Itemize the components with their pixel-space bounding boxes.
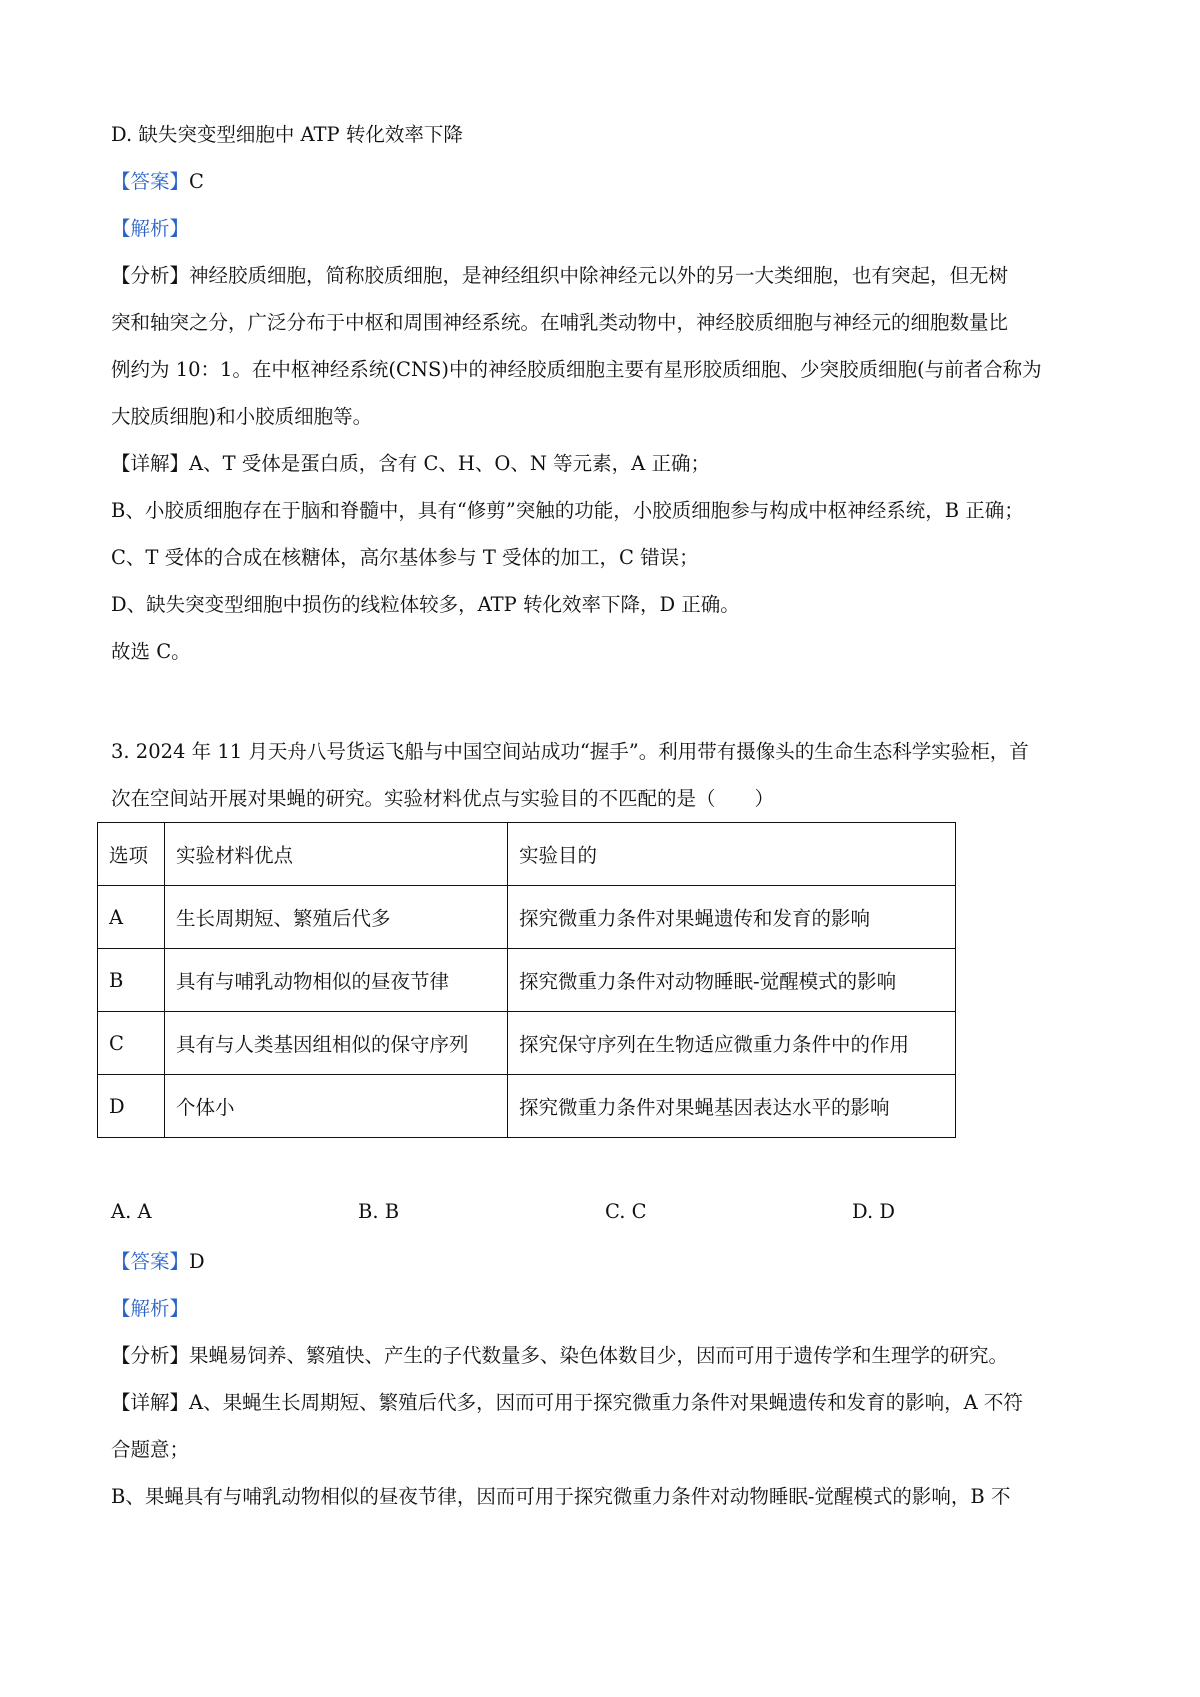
detail-line-q3-3: B、果蝇具有与哺乳动物相似的昼夜节律，因而可用于探究微重力条件对动物睡眠-觉醒模式的影响，B 不 xyxy=(111,1485,1011,1508)
analysis-line-q3 xyxy=(111,1344,1008,1368)
table-row xyxy=(98,1012,956,1075)
choice-b: B. B xyxy=(358,1200,400,1223)
fenxi-text: 果蝇易饲养、繁殖快、产生的子代数量多、染色体数目少，因而可用于遗传学和生理学的研究。 xyxy=(189,1344,1009,1367)
table-row xyxy=(98,1075,956,1138)
detail-line-4: D、缺失突变型细胞中损伤的线粒体较多，ATP 转化效率下降，D 正确。 xyxy=(111,593,740,616)
detail-text: A、T 受体是蛋白质，含有 C、H、O、N 等元素，A 正确； xyxy=(189,452,710,475)
fenxi-text: 神经胶质细胞，简称胶质细胞，是神经组织中除神经元以外的另一大类细胞，也有突起，但无树 xyxy=(189,264,1009,287)
choice-d: D. D xyxy=(852,1200,895,1223)
detail-line-3: C、T 受体的合成在核糖体，高尔基体参与 T 受体的加工，C 错误； xyxy=(111,546,699,569)
table-row xyxy=(98,886,956,949)
table-cell: 探究保守序列在生物适应微重力条件中的作用 xyxy=(508,1012,956,1075)
table-cell: 探究微重力条件对果蝇基因表达水平的影响 xyxy=(508,1075,956,1138)
answer-value: D xyxy=(189,1250,205,1273)
table-header-cell: 实验目的 xyxy=(508,823,956,886)
table-cell: 具有与人类基因组相似的保守序列 xyxy=(165,1012,508,1075)
analysis-line-3: 例约为 10：1。在中枢神经系统(CNS)中的神经胶质细胞主要有星形胶质细胞、少突胶质细胞(与前者合称为 xyxy=(111,358,1042,381)
xiangjie-tag: 【详解】 xyxy=(111,452,190,475)
table-cell: D xyxy=(98,1075,165,1138)
detail-line-2: B、小胶质细胞存在于脑和脊髓中，具有“修剪”突触的功能，小胶质细胞参与构成中枢神经系统，B 正确； xyxy=(111,499,1024,522)
conclusion-line: 故选 C。 xyxy=(111,640,191,663)
analysis-line-1 xyxy=(111,264,1008,288)
question-stem-line-2: 次在空间站开展对果蝇的研究。实验材料优点与实验目的不匹配的是（ ） xyxy=(111,787,775,810)
table-header-row xyxy=(98,823,956,886)
table-header-cell: 选项 xyxy=(98,823,165,886)
table-header-cell: 实验材料优点 xyxy=(165,823,508,886)
table-cell: B xyxy=(98,949,165,1012)
analysis-tag: 【解析】 xyxy=(111,217,190,240)
table-cell: A xyxy=(98,886,165,949)
table-cell: 生长周期短、繁殖后代多 xyxy=(165,886,508,949)
xiangjie-tag: 【详解】 xyxy=(111,1391,190,1414)
answer-line-q3 xyxy=(111,1250,205,1274)
table-cell: 个体小 xyxy=(165,1075,508,1138)
detail-line-1 xyxy=(111,452,710,476)
choice-c: C. C xyxy=(605,1200,647,1223)
analysis-line-4: 大胶质细胞)和小胶质细胞等。 xyxy=(111,405,373,428)
table-row xyxy=(98,949,956,1012)
table-cell: 具有与哺乳动物相似的昼夜节律 xyxy=(165,949,508,1012)
fenxi-tag: 【分析】 xyxy=(111,264,190,287)
table-cell: 探究微重力条件对动物睡眠-觉醒模式的影响 xyxy=(508,949,956,1012)
question-stem-line-1: 3. 2024 年 11 月天舟八号货运飞船与中国空间站成功“握手”。利用带有摄像头的生命生态科学实验柜，首 xyxy=(111,740,1029,763)
table-cell: C xyxy=(98,1012,165,1075)
detail-text: A、果蝇生长周期短、繁殖后代多，因而可用于探究微重力条件对果蝇遗传和发育的影响，A 不符 xyxy=(189,1391,1023,1414)
answer-value: C xyxy=(189,170,204,193)
choice-a: A. A xyxy=(111,1200,152,1223)
fenxi-tag: 【分析】 xyxy=(111,1344,190,1367)
analysis-line-2: 突和轴突之分，广泛分布于中枢和周围神经系统。在哺乳类动物中，神经胶质细胞与神经元的细胞数量比 xyxy=(111,311,1009,334)
detail-line-q3-2: 合题意； xyxy=(111,1438,190,1461)
answer-tag: 【答案】 xyxy=(111,1250,190,1273)
options-table xyxy=(97,822,956,1138)
detail-line-q3-1 xyxy=(111,1391,1023,1415)
option-d-text: D. 缺失突变型细胞中 ATP 转化效率下降 xyxy=(111,123,463,146)
answer-tag: 【答案】 xyxy=(111,170,190,193)
answer-line xyxy=(111,170,204,194)
analysis-tag-q3: 【解析】 xyxy=(111,1297,190,1320)
table-cell: 探究微重力条件对果蝇遗传和发育的影响 xyxy=(508,886,956,949)
